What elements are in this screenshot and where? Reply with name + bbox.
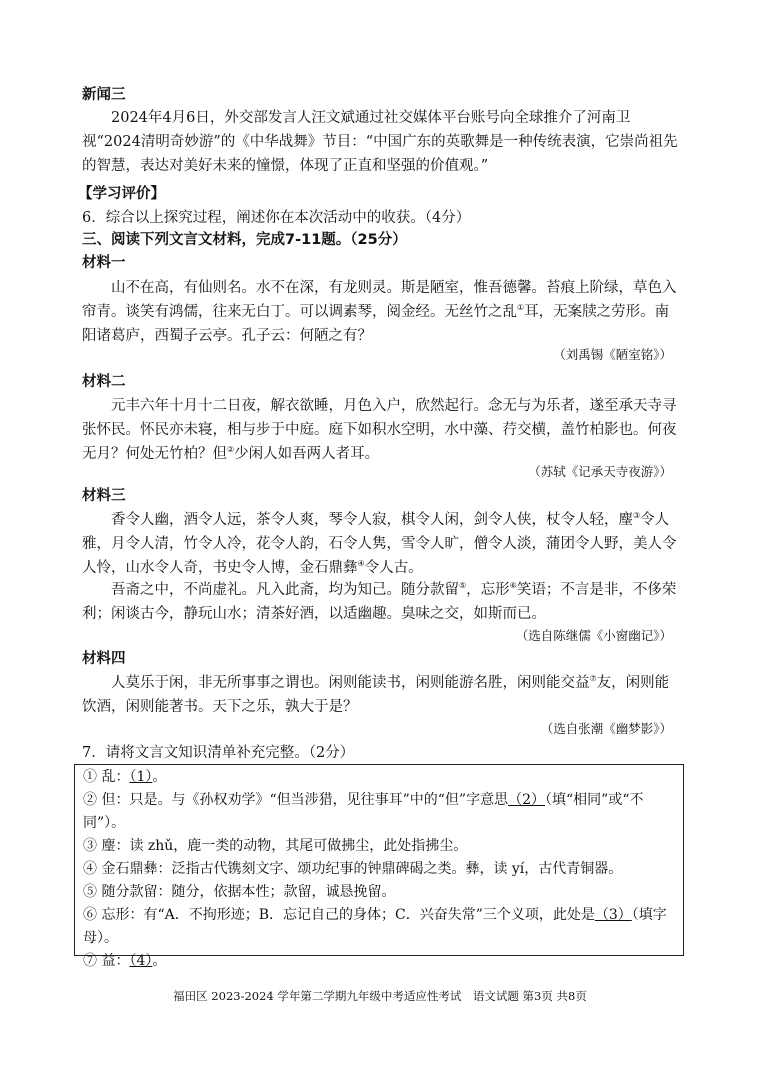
material-2-heading: 材料二 xyxy=(82,374,126,390)
blank-2[interactable]: （2） xyxy=(508,792,545,808)
footnote-mark-3: ③ xyxy=(633,511,641,521)
page-footer: 福田区 2023-2024 学年第二学期九年级中考适应性考试 语文试题 第3页 共8页 xyxy=(173,989,587,1003)
question-6: 6．综合以上探究过程，阐述你在本次活动中的收获。（4分） xyxy=(82,210,471,226)
footnote-mark-5: ⑤ xyxy=(459,581,467,591)
question-7-prompt: 7．请将文言文知识清单补充完整。（2分） xyxy=(82,745,355,761)
news3-paragraph: 2024年4月6日，外交部发言人汪文斌通过社交媒体平台账号向全球推介了河南卫视“2024清明奇妙游”的《中华战舞》节目：“中国广东的英歌舞是一种传统表演，它崇尚祖先的智慧，表达对美好未来的憧憬，体现了正直和坚强的价值观。” xyxy=(82,110,678,174)
material-3-source: （选自陈继儒《小窗幽记》） xyxy=(515,628,672,643)
footnote-mark-4: ④ xyxy=(357,559,365,569)
list-item-3: ③ 麈：读 zhǔ，鹿一类的动物，其尾可做拂尘，此处指拂尘。 xyxy=(83,838,468,854)
material-4-text: 人莫乐于闲，非无所事事之谓也。闲则能读书，闲则能游名胜，闲则能交益⑦友，闲则能饮酒，闲则能著书。天下之乐，孰大于是？ xyxy=(82,674,670,715)
list-item-5: ⑤ 随分款留：随分，依据本性；款留，诚恳挽留。 xyxy=(83,884,396,900)
list-item-1: ① 乱：（1）。 xyxy=(83,769,167,785)
footnote-mark-7: ⑦ xyxy=(589,674,597,684)
material-2-source: （苏轼《记承天寺夜游》） xyxy=(528,464,672,479)
material-4-source: （选自张潮《幽梦影》） xyxy=(540,721,672,736)
footnote-mark-1: ① xyxy=(517,303,525,313)
blank-1[interactable]: （1） xyxy=(129,769,153,785)
list-item-2: ② 但：只是。与《孙权劝学》“但当涉猎，见往事耳”中的“但”字意思（2）（填“相同”或“不同”）。 xyxy=(83,792,644,831)
material-3-heading: 材料三 xyxy=(82,488,126,504)
material-1-text: 山不在高，有仙则名。水不在深，有龙则灵。斯是陋室，惟吾德馨。苔痕上阶绿，草色入帘青。谈笑有鸿儒，往来无白丁。可以调素琴，阅金经。无丝竹之乱①耳，无案牍之劳形。南阳诸葛庐，西蜀子云亭。孔子云：何陋之有？ xyxy=(82,280,677,344)
list-item-6: ⑥ 忘形：有“A．不拘形迹；B．忘记自己的身体；C．兴奋失常”三个义项，此处是（3）（填字母）。 xyxy=(83,907,667,946)
material-4-heading: 材料四 xyxy=(82,651,126,667)
evaluation-heading: 【学习评价】 xyxy=(78,186,165,202)
knowledge-list-box xyxy=(74,764,684,969)
blank-3[interactable]: （3） xyxy=(594,907,632,923)
list-item-7: ⑦ 益：（4）。 xyxy=(83,953,167,969)
material-1-heading: 材料一 xyxy=(82,255,126,271)
list-item-4: ④ 金石鼎彝：泛指古代镌刻文字、颂功纪事的钟鼎碑碣之类。彝，读 yí，古代青铜器。 xyxy=(83,861,623,877)
footnote-mark-2: ② xyxy=(227,445,235,455)
material-3-paragraph-2: 吾斋之中，不尚虚礼。凡入此斋，均为知己。随分款留⑤，忘形⑥笑语；不言是非，不侈荣利；闲谈古今，静玩山水；清茶好酒，以适幽趣。臭味之交，如斯而已。 xyxy=(82,581,677,622)
material-3-paragraph-1: 香令人幽，酒令人远，茶令人爽，琴令人寂，棋令人闲，剑令人侠，杖令人轻，麈③令人雅，月令人清，竹令人冷，花令人韵，石令人隽，雪令人旷，僧令人淡，蒲团令人野，美人令人怜，山水令人奇，书史令人博，金石鼎彝④令人古。 xyxy=(82,511,677,576)
footnote-mark-6: ⑥ xyxy=(509,581,517,591)
section-3-heading: 三、阅读下列文言文材料，完成7-11题。（25分） xyxy=(82,232,407,248)
material-2-text: 元丰六年十月十二日夜，解衣欲睡，月色入户，欣然起行。念无与为乐者，遂至承天寺寻张怀民。怀民亦未寝，相与步于中庭。庭下如积水空明，水中藻、荇交横，盖竹柏影也。何夜无月？何处无竹柏？但②少闲人如吾两人者耳。 xyxy=(82,398,677,462)
material-1-source: （刘禹锡《陋室铭》） xyxy=(553,347,672,362)
blank-4[interactable]: （4） xyxy=(129,953,153,969)
news3-heading: 新闻三 xyxy=(82,87,126,103)
